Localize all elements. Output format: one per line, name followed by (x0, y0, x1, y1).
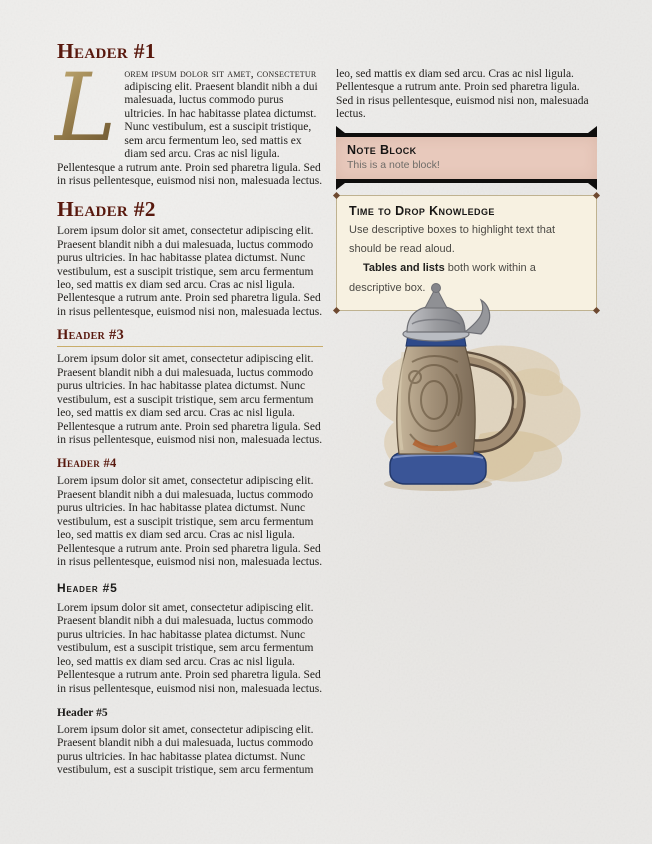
paragraph-6-truncated: Lorem ipsum dolor sit amet, consectetur adipiscing elit. Praesent blandit nibh a dui malesuada, luctus commodo purus ultricies. In hac habitasse platea dictumst. Nunc vestibulum, est a suscipit tristique, sem arcu fermentum (57, 723, 314, 777)
corner-dot-icon (333, 307, 340, 314)
note-body (336, 137, 597, 179)
descriptive-box-title: Time to Drop Knowledge (349, 203, 495, 218)
header-3: Header #3 (57, 328, 323, 347)
note-block (336, 133, 597, 183)
paragraph-dropcap (54, 53, 323, 189)
header-5-serif: Header #5 (57, 706, 108, 719)
header-2: Header #2 (57, 196, 156, 221)
corner-dot-icon (593, 192, 600, 199)
descriptive-box-line1: Use descriptive boxes to highlight text that should be read aloud. (349, 223, 556, 256)
descriptive-box-line2-bold: Tables and lists (363, 262, 445, 275)
header-4: Header #4 (57, 456, 117, 471)
paragraph-lead-smallcaps: orem ipsum dolor sit amet, consectetur (124, 67, 317, 80)
header-5-caps: Header #5 (57, 581, 118, 596)
descriptive-box-line2-rest: both work within a descriptive box. (349, 262, 536, 294)
beer-stein-illustration (362, 282, 604, 510)
note-title: Note Block (347, 142, 417, 157)
paragraph-continuation: leo, sed mattis ex diam sed arcu. Cras ac nisl ligula. Pellentesque a rutrum ante. Proin sed pharetra ligula. Sed in risus pellentesque, euismod nisi non, malesuada lectus. (336, 68, 589, 121)
note-top-border (336, 133, 597, 137)
paragraph-lead-rest: adipiscing elit. Praesent blandit nibh a dui malesuada, luctus commodo purus ultricies. In hac habitasse platea dictumst. Nunc vestibulum, est a suscipit tristique, sem arcu fermentum leo, sed mattis ex diam sed arcu. Cras ac nisl ligula. Pellentesque a rutrum ante. Proin sed pharetra ligula. Sed in risus pellentesque, euismod nisi non, malesuada lectus. (57, 81, 323, 188)
note-text: This is a note block! (347, 158, 440, 171)
paragraph-3: Lorem ipsum dolor sit amet, consectetur adipiscing elit. Praesent blandit nibh a dui malesuada, luctus commodo purus ultricies. In hac habitasse platea dictumst. Nunc vestibulum, est a suscipit tristique, sem arcu fermentum leo, sed mattis ex diam sed arcu. Cras ac nisl ligula. Pellentesque a rutrum ante. Proin sed pharetra ligula. Sed in risus pellentesque, euismod nisi non, malesuada lectus. (57, 353, 323, 447)
corner-dot-icon (333, 192, 340, 199)
paragraph-2: Lorem ipsum dolor sit amet, consectetur adipiscing elit. Praesent blandit nibh a dui malesuada, luctus commodo purus ultricies. In hac habitasse platea dictumst. Nunc vestibulum, est a suscipit tristique, sem arcu fermentum leo, sed mattis ex diam sed arcu. Cras ac nisl ligula. Pellentesque a rutrum ante. Proin sed pharetra ligula. Sed in risus pellentesque, euismod nisi non, malesuada lectus. (57, 225, 323, 318)
note-bottom-border (336, 179, 597, 183)
paragraph-5: Lorem ipsum dolor sit amet, consectetur adipiscing elit. Praesent blandit nibh a dui malesuada, luctus commodo purus ultricies. In hac habitasse platea dictumst. Nunc vestibulum, est a suscipit tristique, sem arcu fermentum leo, sed mattis ex diam sed arcu. Cras ac nisl ligula. Pellentesque a rutrum ante. Proin sed pharetra ligula. Sed in risus pellentesque, euismod nisi non, malesuada lectus. (57, 601, 323, 695)
header-1: Header #1 (57, 39, 156, 63)
paragraph-4: Lorem ipsum dolor sit amet, consectetur adipiscing elit. Praesent blandit nibh a dui malesuada, luctus commodo purus ultricies. In hac habitasse platea dictumst. Nunc vestibulum, est a suscipit tristique, sem arcu fermentum leo, sed mattis ex diam sed arcu. Cras ac nisl ligula. Pellentesque a rutrum ante. Proin sed pharetra ligula. Sed in risus pellentesque, euismod nisi non, malesuada lectus. (57, 475, 323, 568)
left-column (54, 39, 323, 787)
drop-cap-letter: L (54, 68, 124, 156)
